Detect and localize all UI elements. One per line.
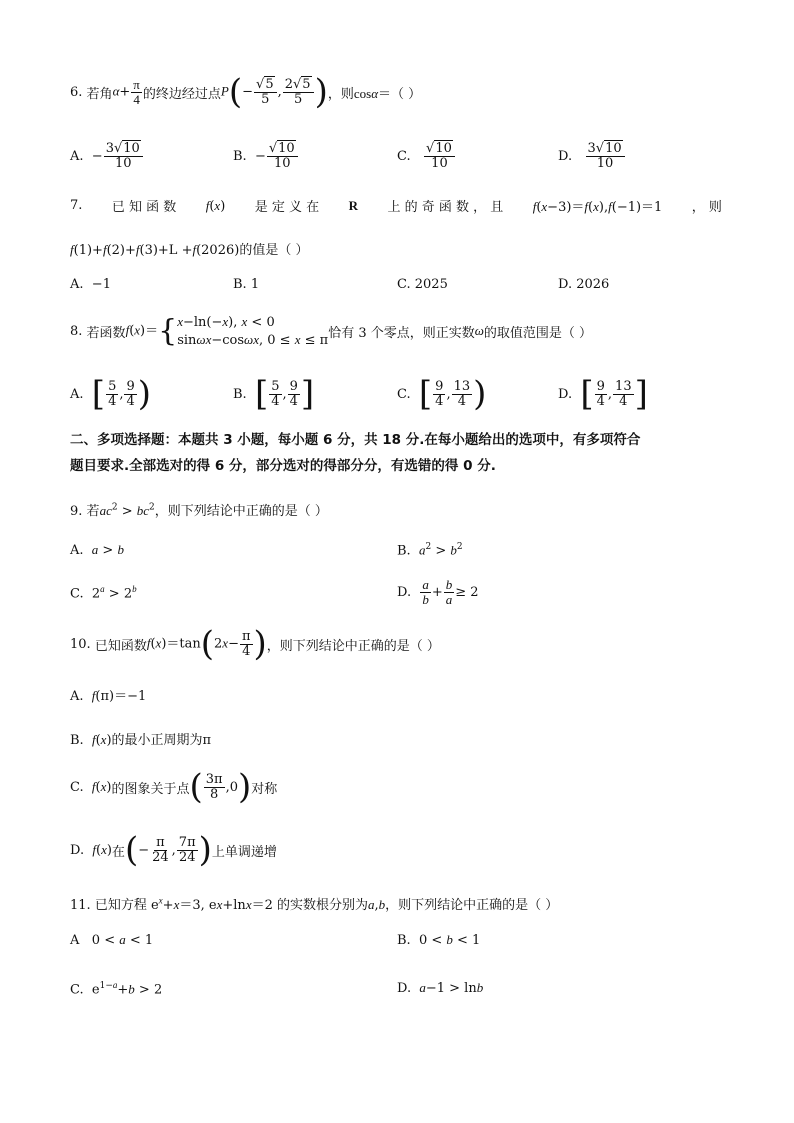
option-b: B. $a^2 > b^2$: [397, 542, 463, 559]
option-a: A. −1: [70, 277, 111, 292]
question-text: 已知方程: [94, 898, 147, 913]
option-a: A. a > b: [70, 542, 124, 558]
question-text: 已知函数: [94, 638, 147, 654]
option-a: A 0 < a < 1: [70, 932, 154, 948]
answer-blank: （ ）: [391, 86, 422, 102]
formula: α+ $\frac{\pi}{4}$: [112, 76, 140, 107]
question-text: 的取值范围是（ ）: [483, 325, 593, 341]
option-b: B. 1: [233, 277, 260, 292]
real-set: R: [348, 197, 358, 213]
question-8: [70, 309, 592, 353]
formula: f(x−3)＝f(x),f(−1)＝1: [532, 199, 663, 215]
option-c: C. $e^{1-a}+b > 2$: [70, 980, 163, 998]
question-text: 已 知 函 数: [111, 200, 177, 215]
question-6: [70, 72, 422, 112]
formula: f(1)+f(2)+f(3)+L +f(2026): [70, 242, 240, 258]
question-text: 若角: [86, 86, 113, 102]
question-11: 11. 已知方程 $e^x+x=3$, ex+lnx＝2 的实数根分别为a,b，则下列结论中正确的是（ ）: [70, 895, 559, 913]
option-d: D. f ( x ) 在 ( − $\frac{\pi}{24}$ , $\frac{7\pi}{24}$ ) 上单调递增: [70, 830, 277, 870]
formula: P(− $\frac{√5}{5}$ , $\frac{2√5}{5}$ ): [220, 72, 328, 112]
option-b: B. f(x)的最小正周期为π: [70, 732, 212, 748]
question-text: 是 定 义 在: [254, 200, 320, 215]
option-d: D. a−1 > lnb: [397, 980, 484, 996]
question-number: 11.: [70, 898, 91, 913]
formula: $ac^2 > bc^2$: [99, 502, 155, 519]
options-row: [70, 138, 670, 174]
question-text: ，则下列结论中正确的是（ ）: [154, 504, 328, 519]
question-10: [70, 624, 440, 664]
question-text: 若函数: [86, 325, 126, 341]
option-c: C. $\frac{√10}{10}$: [397, 138, 456, 174]
formula: a: [368, 897, 375, 912]
question-text: ，则下列结论中正确的是（ ）: [266, 638, 440, 654]
option-c: C. 2025: [397, 277, 448, 292]
option-b: B. − $\frac{√10}{10}$: [233, 138, 299, 174]
option-b: B. [ $\frac{5}{4}$ , $\frac{9}{4}$ ]: [233, 374, 315, 414]
options-row: [70, 373, 670, 415]
question-text: 的值是（ ）: [239, 243, 309, 258]
question-number: 9.: [70, 504, 83, 519]
option-a: A. f(π)＝−1: [70, 688, 147, 704]
section-heading: 二、多项选择题：本题共 3 小题，每小题 6 分，共 18 分.在每小题给出的选项中，有多项符合 题目要求.全部选对的得 6 分，部分选对的得部分分，有选错的得 0 分.: [70, 432, 641, 474]
option-c: C. $2^a > 2^b$: [70, 584, 137, 602]
option-d: D. $\frac{a}{b}$ + $\frac{b}{a}$ ≥ 2: [397, 576, 479, 607]
question-7: [70, 196, 722, 215]
option-c: C. [ $\frac{9}{4}$ , $\frac{13}{4}$ ): [397, 374, 487, 414]
option-a: A. [ $\frac{5}{4}$ , $\frac{9}{4}$ ): [70, 374, 152, 414]
formula: f(x)＝tan(2x− $\frac{\pi}{4}$ ): [146, 624, 267, 664]
question-9: [70, 500, 328, 519]
option-a: A. − $\frac{3√10}{10}$: [70, 138, 144, 174]
formula: cosα＝: [353, 85, 392, 102]
formula: $e^x+x=3$, ex+lnx＝2: [146, 895, 277, 913]
question-number: 8.: [70, 323, 83, 339]
option-b: B. 0 < b < 1: [397, 932, 481, 948]
question-text: ，则下列结论中正确的是（ ）: [385, 898, 559, 913]
question-text: ， 则: [691, 200, 722, 215]
question-text: ，则: [327, 86, 354, 102]
question-text: 恰有 3 个零点，则正实数: [328, 325, 475, 341]
question-text: 的实数根分别为: [277, 898, 369, 913]
question-7-line2: [70, 239, 308, 258]
option-c: C. f ( x ) 的图象关于点 ( $\frac{3\pi}{8}$ ,0 ) 对称: [70, 767, 278, 807]
question-text: 上 的 奇 函 数 ， 且: [387, 200, 504, 215]
question-number: 7.: [70, 198, 83, 213]
question-number: 6.: [70, 84, 83, 100]
option-d: D. $\frac{3√10}{10}$: [558, 138, 626, 174]
omega-symbol: ω: [474, 323, 484, 338]
option-d: D. 2026: [558, 277, 610, 292]
option-d: D. [ $\frac{9}{4}$ , $\frac{13}{4}$ ]: [558, 374, 648, 414]
question-text: 的终边经过点: [142, 86, 221, 102]
formula: f(x): [205, 197, 226, 214]
question-text: 若: [86, 504, 100, 519]
formula: f(x)＝{ x−ln(−x), x < 0 sinωx−cosωx, 0 ≤ x ≤ π: [125, 313, 329, 349]
question-number: 10.: [70, 636, 91, 652]
